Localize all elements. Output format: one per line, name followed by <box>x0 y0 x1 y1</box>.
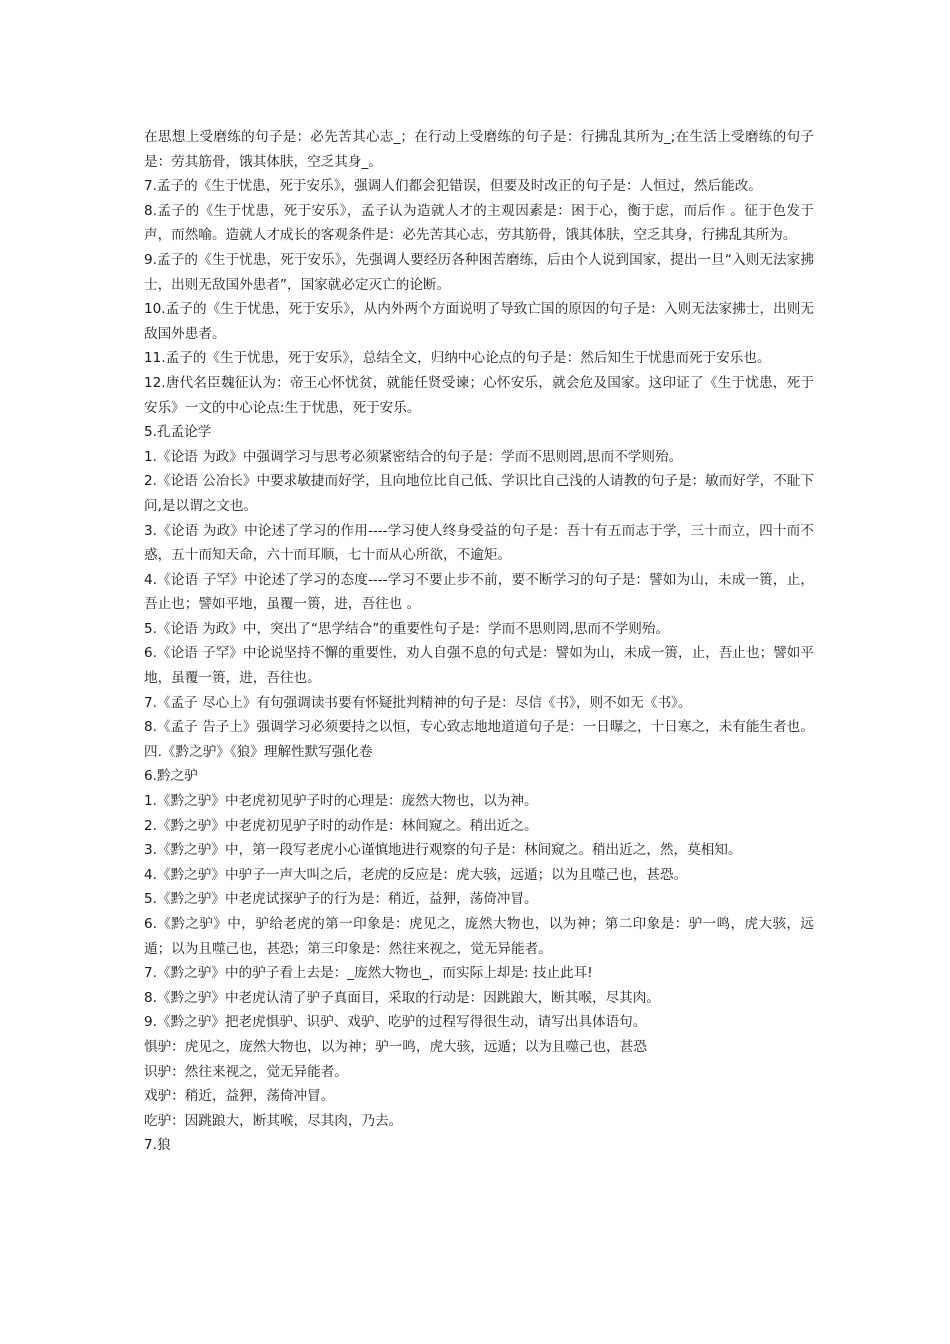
document-body <box>144 125 814 1158</box>
paragraph: 惧驴：虎见之，庞然大物也，以为神；驴一鸣，虎大骇，远遁；以为且噬己也，甚恐 <box>144 1038 647 1055</box>
paragraph: 7.孟子的《生于忧患，死于安乐》，强调人们都会犯错误，但要及时改正的句子是：人恒过，然后能改。 <box>144 178 762 195</box>
paragraph: 5.《论语 为政》中，突出了“思学结合”的重要性句子是：学而不思则罔,思而不学则殆。 <box>144 620 670 637</box>
paragraph: 4.《论语 子罕》中论述了学习的态度----学习不要止步不前，要不断学习的句子是：譬如为山，未成一篑，止，吾止也；譬如平地，虽覆一篑，进，吾往也 。 <box>144 571 814 613</box>
paragraph: 在思想上受磨练的句子是：必先苦其心志_；在行动上受磨练的句子是：行拂乱其所为_;在生活上受磨练的句子是：劳其筋骨，饿其体肤，空乏其身_。 <box>144 129 814 170</box>
paragraph: 戏驴：稍近，益狎，荡倚冲冒。 <box>144 1088 335 1105</box>
paragraph: 4.《黔之驴》中驴子一声大叫之后，老虎的反应是：虎大骇，远遁；以为且噬己也，甚恐。 <box>144 866 688 883</box>
section-heading: 5.孔孟论学 <box>144 424 212 441</box>
paragraph: 8.孟子的《生于忧患，死于安乐》，孟子认为造就人才的主观因素是：困于心，衡于虑，而后作 。征于色发于声，而然喻。造就人才成长的客观条件是：必先苦其心志，劳其筋骨，饿其体肤，空乏其身，行拂乱其所为。 <box>144 202 814 244</box>
section-heading: 7.狼 <box>144 1137 171 1154</box>
paragraph: 9.孟子的《生于忧患，死于安乐》，先强调人要经历各种困苦磨练，后由个人说到国家，提出一旦“入则无法家拂士，出则无敌国外患者”，国家就必定灭亡的论断。 <box>144 251 814 293</box>
paragraph: 6.《黔之驴》中，驴给老虎的第一印象是：虎见之，庞然大物也，以为神；第二印象是：驴一鸣，虎大骇，远遁；以为且噬己也，甚恐；第三印象是：然往来视之，觉无异能者。 <box>144 916 814 957</box>
paragraph: 9.《黔之驴》把老虎惧驴、识驴、戏驴、吃驴的过程写得很生动，请写出具体语句。 <box>144 1014 647 1031</box>
paragraph: 5.《黔之驴》中老虎试探驴子的行为是：稍近，益狎，荡倚冲冒。 <box>144 891 538 908</box>
paragraph: 8.《孟子 告子上》强调学习必须要持之以恒，专心致志地地道道句子是：一日曝之，十日寒之，未有能生者也。 <box>144 719 814 736</box>
paragraph: 7.《黔之驴》中的驴子看上去是：_庞然大物也_，而实际上却是: 技止此耳! <box>144 965 593 982</box>
paragraph: 8.《黔之驴》中老虎认清了驴子真面目，采取的行动是：因跳踉大，断其喉，尽其肉。 <box>144 989 660 1006</box>
paragraph: 2.《黔之驴》中老虎初见驴子时的动作是：林间窥之。稍出近之。 <box>144 817 538 834</box>
paragraph: 1.《黔之驴》中老虎初见驴子时的心理是：庞然大物也，以为神。 <box>144 793 538 810</box>
paragraph: 7.《孟子 尽心上》有句强调读书要有怀疑批判精神的句子是：尽信《书》，则不如无《书》。 <box>144 694 692 711</box>
paragraph: 6.《论语 子罕》中论说坚持不懈的重要性，劝人自强不息的句式是：譬如为山，未成一篑，止，吾止也；譬如平地，虽覆一篑，进，吾往也。 <box>144 645 814 687</box>
paragraph: 11.孟子的《生于忧患，死于安乐》，总结全文，归纳中心论点的句子是：然后知生于忧患而死于安乐也。 <box>144 350 771 367</box>
section-heading: 6.黔之驴 <box>144 768 198 785</box>
paragraph: 1.《论语 为政》中强调学习与思考必须紧密结合的句子是：学而不思则罔,思而不学则殆。 <box>144 448 683 465</box>
paragraph: 3.《黔之驴》中，第一段写老虎小心谨慎地进行观察的句子是：林间窥之。稍出近之，然，莫相知。 <box>144 842 742 859</box>
paragraph: 12.唐代名臣魏征认为：帝王心怀忧贫，就能任贤受谏；心怀安乐，就会危及国家。这印证了《生于忧患，死于安乐》一文的中心论点:生于忧患，死于安乐。 <box>144 374 814 416</box>
paragraph: 3.《论语 为政》中论述了学习的作用----学习使人终身受益的句子是：吾十有五而志于学，三十而立，四十而不惑，五十而知天命，六十而耳顺，七十而从心所欲，不逾矩。 <box>144 522 814 564</box>
paragraph: 2.《论语 公冶长》中要求敏捷而好学，且向地位比自己低、学识比自己浅的人请教的句子是：敏而好学，不耻下问,是以谓之文也。 <box>144 473 814 514</box>
paragraph: 10.孟子的《生于忧患，死于安乐》，从内外两个方面说明了导致亡国的原因的句子是：入则无法家拂士，出则无敌国外患者。 <box>144 301 814 342</box>
paragraph: 吃驴：因跳踉大，断其喉，尽其肉，乃去。 <box>144 1112 403 1129</box>
paragraph: 识驴：然往来视之，觉无异能者。 <box>144 1063 348 1080</box>
section-heading: 四.《黔之驴》《狼》理解性默写强化卷 <box>144 743 373 760</box>
